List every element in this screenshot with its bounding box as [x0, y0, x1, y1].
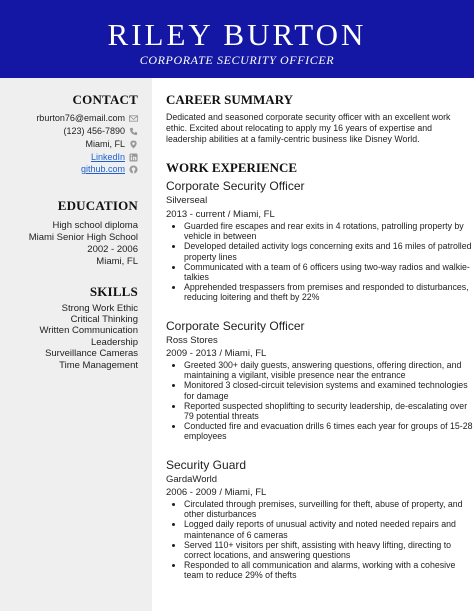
- list-item: • Reported suspected shoplifting to security leadership, de-escalating over 79 potential threats: [184, 401, 474, 421]
- work-experience-heading: WORK EXPERIENCE: [166, 160, 298, 175]
- list-item: • Monitored 3 closed-circuit television systems and examined technologies for damage: [184, 380, 474, 400]
- job-bullets: [166, 360, 474, 442]
- list-item: • Logged daily reports of unusual activity and noted needed repairs and maintenance of 6 cameras: [184, 519, 474, 539]
- education-degree: High school diploma: [52, 220, 138, 231]
- job-title: Corporate Security Officer: [166, 319, 305, 333]
- job-bullets: [166, 499, 474, 581]
- linkedin-link[interactable]: LinkedIn: [90, 152, 125, 162]
- candidate-job-title: CORPORATE SECURITY OFFICER: [139, 53, 335, 67]
- resume-header: [0, 0, 474, 78]
- location-pin-icon: [129, 140, 138, 149]
- skill-item: Leadership: [90, 337, 138, 348]
- list-item: • Developed detailed activity logs concerning exits and 16 miles of patrolled property lines: [184, 241, 474, 261]
- list-item: • Communicated with a team of 6 officers using two-way radios and walkie-talkies: [184, 262, 474, 282]
- phone-icon: [129, 127, 138, 136]
- contact-github[interactable]: [81, 164, 138, 174]
- contact-email[interactable]: [36, 113, 138, 123]
- candidate-name: RILEY BURTON: [107, 17, 367, 52]
- contact-location: [85, 139, 138, 149]
- sidebar: [0, 78, 152, 611]
- job-title: Security Guard: [166, 458, 247, 472]
- main-content: [152, 78, 474, 611]
- linkedin-icon: [129, 153, 138, 162]
- job-dates-location: 2009 - 2013 / Miami, FL: [166, 348, 267, 359]
- contact-linkedin[interactable]: [91, 152, 138, 162]
- skill-item: Written Communication: [39, 325, 138, 336]
- job-company: GardaWorld: [166, 474, 218, 485]
- education-years: 2002 - 2006: [87, 244, 138, 255]
- github-icon: [129, 165, 138, 174]
- skill-item: Critical Thinking: [70, 314, 138, 325]
- list-item: • Served 110+ visitors per shift, assisting with heavy lifting, directing to correct locations, and answering questions: [184, 540, 474, 560]
- education-school: Miami Senior High School: [28, 232, 138, 243]
- job-dates-location: 2013 - current / Miami, FL: [166, 209, 275, 220]
- contact-phone[interactable]: [63, 126, 138, 136]
- list-item: • Guarded fire escapes and rear exits in 4 rotations, patrolling property by vehicle in between: [184, 221, 474, 241]
- job-company: Silverseal: [166, 195, 208, 206]
- contact-heading: CONTACT: [72, 92, 138, 107]
- github-link[interactable]: github.com: [80, 164, 125, 174]
- job-bullets: [166, 221, 474, 303]
- career-summary-text: Dedicated and seasoned corporate security officer with an excellent work ethic. Excited about relocating to apply my 16 years of expertise and leadership abilities at a family-centric business like Disney World.: [166, 112, 451, 144]
- list-item: • Greeted 300+ daily guests, answering questions, offering direction, and maintaining a vigilant, visible presence near the entrance: [184, 360, 474, 380]
- skills-heading: SKILLS: [89, 284, 138, 299]
- skill-item: Surveillance Cameras: [45, 348, 138, 359]
- skill-item: Time Management: [59, 360, 138, 371]
- mail-icon: [129, 114, 138, 123]
- list-item: • Circulated through premises, surveilling for theft, abuse of property, and other disturbances: [184, 499, 474, 519]
- job-dates-location: 2006 - 2009 / Miami, FL: [166, 487, 267, 498]
- job-company: Ross Stores: [166, 335, 218, 346]
- education-heading: EDUCATION: [57, 198, 138, 213]
- phone-text: (123) 456-7890: [63, 126, 125, 136]
- skill-item: Strong Work Ethic: [61, 303, 138, 314]
- list-item: • Conducted fire and evacuation drills 6 times each year for groups of 15-28 employees: [184, 421, 474, 441]
- email-text: rburton76@email.com: [36, 113, 125, 123]
- career-summary-heading: CAREER SUMMARY: [166, 92, 294, 107]
- education-location: Miami, FL: [96, 256, 138, 267]
- list-item: • Apprehended trespassers from premises and responded to disturbances, reducing loitering and theft by 22%: [184, 282, 474, 302]
- location-text: Miami, FL: [85, 139, 125, 149]
- job-title: Corporate Security Officer: [166, 179, 305, 193]
- list-item: • Responded to all communication and alarms, working with a cohesive team to reduce 29% of thefts: [184, 560, 474, 580]
